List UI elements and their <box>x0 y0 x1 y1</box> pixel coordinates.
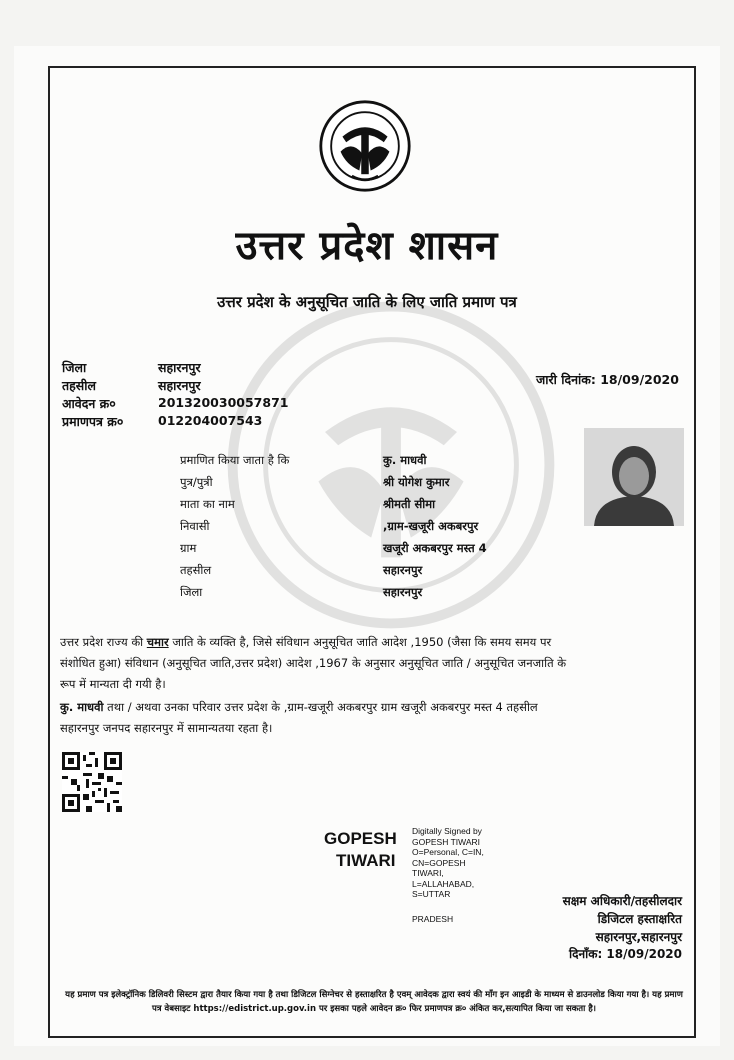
meta-value-district: सहारनपुर <box>158 360 201 375</box>
issue-date: जारी दिनांक: 18/09/2020 <box>536 372 679 387</box>
cert-value-village: खजूरी अकबरपुर मस्त 4 <box>383 541 487 555</box>
certificate-subtitle: उत्तर प्रदेश के अनुसूचित जाति के लिए जाति प्रमाण पत्र <box>217 293 517 311</box>
para2-line1: तथा / अथवा उनका परिवार उत्तर प्रदेश के ,ग्राम-खजूरी अकबरपुर ग्राम खजूरी अकबरपुर मस्त 4 तहसील <box>103 700 538 714</box>
cert-value-resident: ,ग्राम-खजूरी अकबरपुर <box>383 519 479 533</box>
officer-designation: सक्षम अधिकारी/तहसीलदार <box>562 894 682 908</box>
sig-detail-0: Digitally Signed by <box>412 826 482 836</box>
sig-detail-3: CN=GOPESH <box>412 857 466 868</box>
signature-details <box>412 826 484 900</box>
para1-line1: जाति के व्यक्ति है, जिसे संविधान अनुसूचित जाति आदेश ,1950 (जैसा कि समय समय पर <box>168 635 552 649</box>
sig-detail-5: L=ALLAHABAD, <box>412 878 475 889</box>
qr-code-icon <box>62 752 122 812</box>
officer-date: दिनाँक: 18/09/2020 <box>568 947 682 961</box>
officer-digitally-signed: डिजिटल हस्ताक्षरित <box>597 912 682 926</box>
signature-pradesh: PRADESH <box>412 914 454 924</box>
para1-pre: उत्तर प्रदेश राज्य की <box>60 635 147 649</box>
cert-label-son-daughter: पुत्र/पुत्री <box>180 475 213 489</box>
signer-name-line1: GOPESH <box>324 829 397 848</box>
cert-value-father: श्री योगेश कुमार <box>383 475 450 489</box>
para2-name: कु. माधवी <box>60 700 104 714</box>
cert-label-resident: निवासी <box>180 519 210 533</box>
cert-value-mother: श्रीमती सीमा <box>383 497 436 511</box>
cert-label-certified: प्रमाणित किया जाता है कि <box>180 453 290 467</box>
meta-value-application-no: 201320030057871 <box>158 395 289 410</box>
para2-line2: सहारनपुर जनपद सहारनपुर में सामान्यतया रहता है। <box>60 721 273 735</box>
cert-label-district: जिला <box>180 585 203 599</box>
applicant-photo <box>584 428 684 526</box>
para1-line2: संशोधित हुआ) संविधान (अनुसूचित जाति,उत्तर प्रदेश) आदेश ,1967 के अनुसार अनुसूचित जाति / अनुसूचित जनजाति के <box>60 656 567 670</box>
meta-value-certificate-no: 012204007543 <box>158 413 263 428</box>
officer-place: सहारनपुर,सहारनपुर <box>595 930 682 944</box>
page-title: उत्तर प्रदेश शासन <box>235 222 499 269</box>
meta-label-tehsil: तहसील <box>62 378 96 393</box>
body-paragraph-caste <box>60 632 551 653</box>
body-paragraph-residence <box>60 697 538 718</box>
sig-detail-6: S=UTTAR <box>412 889 451 899</box>
sig-detail-4: TIWARI, <box>412 868 444 878</box>
para1-line3: रूप में मान्यता दी गयी है। <box>60 677 166 691</box>
meta-label-application-no: आवेदन क्र० <box>62 396 116 411</box>
meta-value-tehsil: सहारनपुर <box>158 378 201 393</box>
sig-detail-2: O=Personal, C=IN, <box>412 847 484 857</box>
cert-label-mother: माता का नाम <box>180 497 235 511</box>
cert-value-name: कु. माधवी <box>383 453 427 467</box>
meta-label-certificate-no: प्रमाणपत्र क्र० <box>62 414 124 429</box>
footer-note: यह प्रमाण पत्र इलेक्ट्रॉनिक डिलिवरी सिस्टम द्वारा तैयार किया गया है तथा डिजिटल सिग्नेचर से हस्ताक्षरित है एवम् आवेदक द्वारा स्वयं की माँग इन आइडी के माध्यम से डाउनलोड किया गया है। यह प्रमाण पत्र वेबसाइट https://edistrict.up.gov.in पर इसका पहले आवेदन क्र० फिर प्रमाणपत्र क्र० अंकित कर,सत्यापित किया जा सकता है। <box>65 990 683 1014</box>
cert-label-village: ग्राम <box>180 541 197 555</box>
sig-detail-1: GOPESH TIWARI <box>412 836 481 847</box>
caste-name: चमार <box>146 635 169 649</box>
cert-value-district: सहारनपुर <box>383 585 423 599</box>
state-emblem-icon <box>318 99 412 193</box>
cert-value-tehsil: सहारनपुर <box>383 563 423 577</box>
cert-label-tehsil: तहसील <box>180 563 212 577</box>
meta-label-district: जिला <box>62 360 87 375</box>
signer-name-line2: TIWARI <box>336 851 396 870</box>
